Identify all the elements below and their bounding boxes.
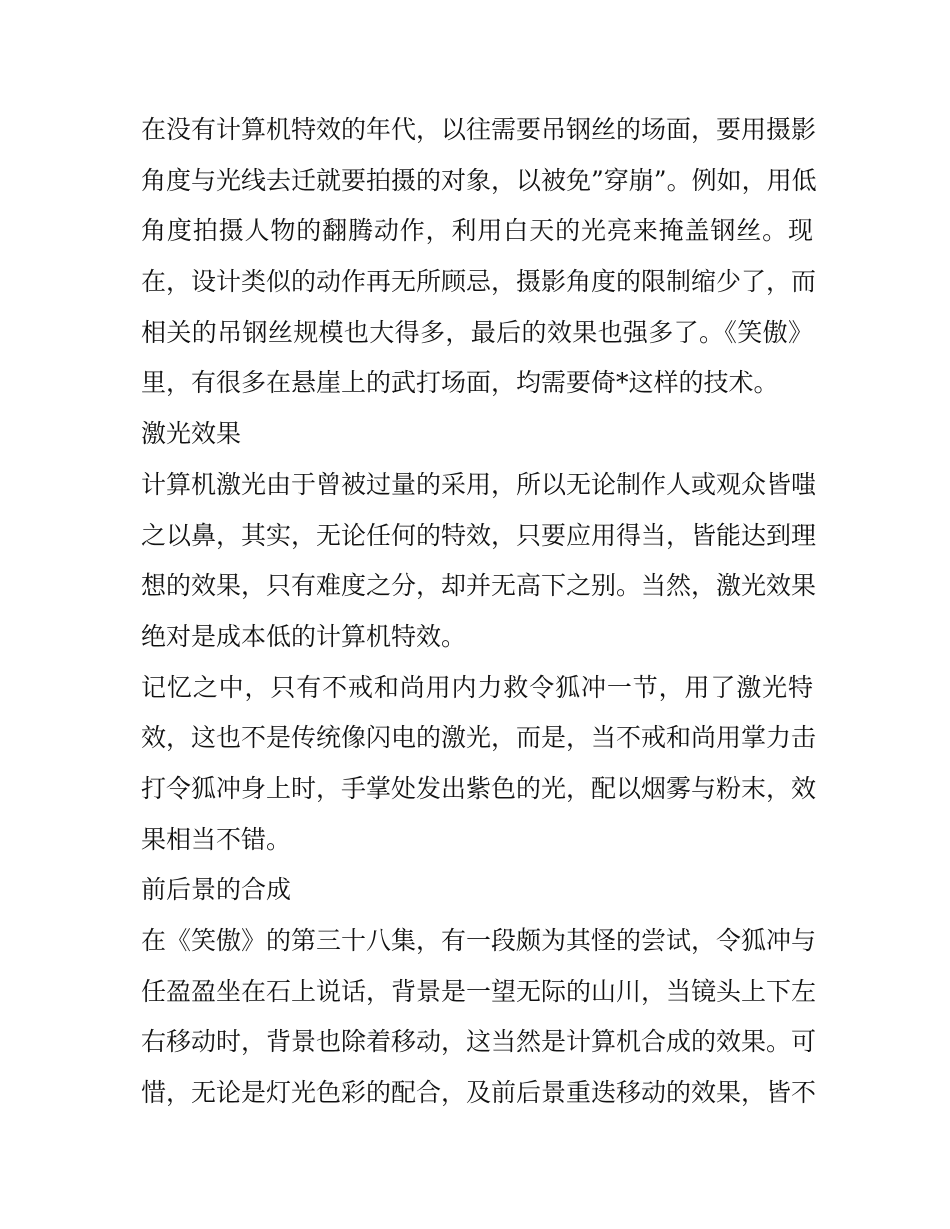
paragraph-line: 打令狐冲身上时，手掌处发出紫色的光，配以烟雾与粉末，效 [141,773,817,803]
paragraph-line: 角度拍摄人物的翻腾动作，利用白天的光亮来掩盖钢丝。现 [141,216,813,246]
paragraph-line: 之以鼻，其实，无论任何的特效，只要应用得当，皆能达到理 [141,520,817,550]
paragraph-line: 记忆之中，只有不戒和尚用内力救令狐冲一节，用了激光特 [141,672,813,702]
paragraph-line: 相关的吊钢丝规模也大得多，最后的效果也强多了。《笑傲》 [141,317,813,347]
paragraph-line: 计算机激光由于曾被过量的采用，所以无论制作人或观众皆嗤 [141,469,817,499]
document-body [141,105,817,1119]
section-heading: 激光效果 [141,419,242,449]
paragraph-line: 在《笑傲》的第三十八集，有一段颇为其怪的尝试，令狐冲与 [141,926,817,955]
paragraph-line: 任盈盈坐在石上说话，背景是一望无际的山川，当镜头上下左 [141,976,817,1006]
paragraph-line: 右移动时，背景也除着移动，这当然是计算机合成的效果。可 [141,1027,817,1057]
paragraph-line: 想的效果，只有难度之分，却并无高下之别。当然，激光效果 [141,571,817,601]
section-heading: 前后景的合成 [141,875,292,905]
paragraph-line: 在没有计算机特效的年代，以往需要吊钢丝的场面，要用摄影 [141,115,817,144]
paragraph-line: 在，设计类似的动作再无所顾忌，摄影角度的限制缩少了，而 [141,267,817,297]
paragraph-line: 绝对是成本低的计算机特效。 [141,621,467,651]
paragraph-line: 角度与光线去迁就要拍摄的对象，以被免”穿崩”。例如，用低 [141,165,817,195]
paragraph-line: 惜，无论是灯光色彩的配合，及前后景重迭移动的效果，皆不 [141,1078,817,1108]
paragraph-line: 里，有很多在悬崖上的武打场面，均需要倚*这样的技术。 [141,368,779,398]
paragraph-line: 果相当不错。 [141,824,292,854]
paragraph-line: 效，这也不是传统像闪电的激光，而是，当不戒和尚用掌力击 [141,723,817,753]
